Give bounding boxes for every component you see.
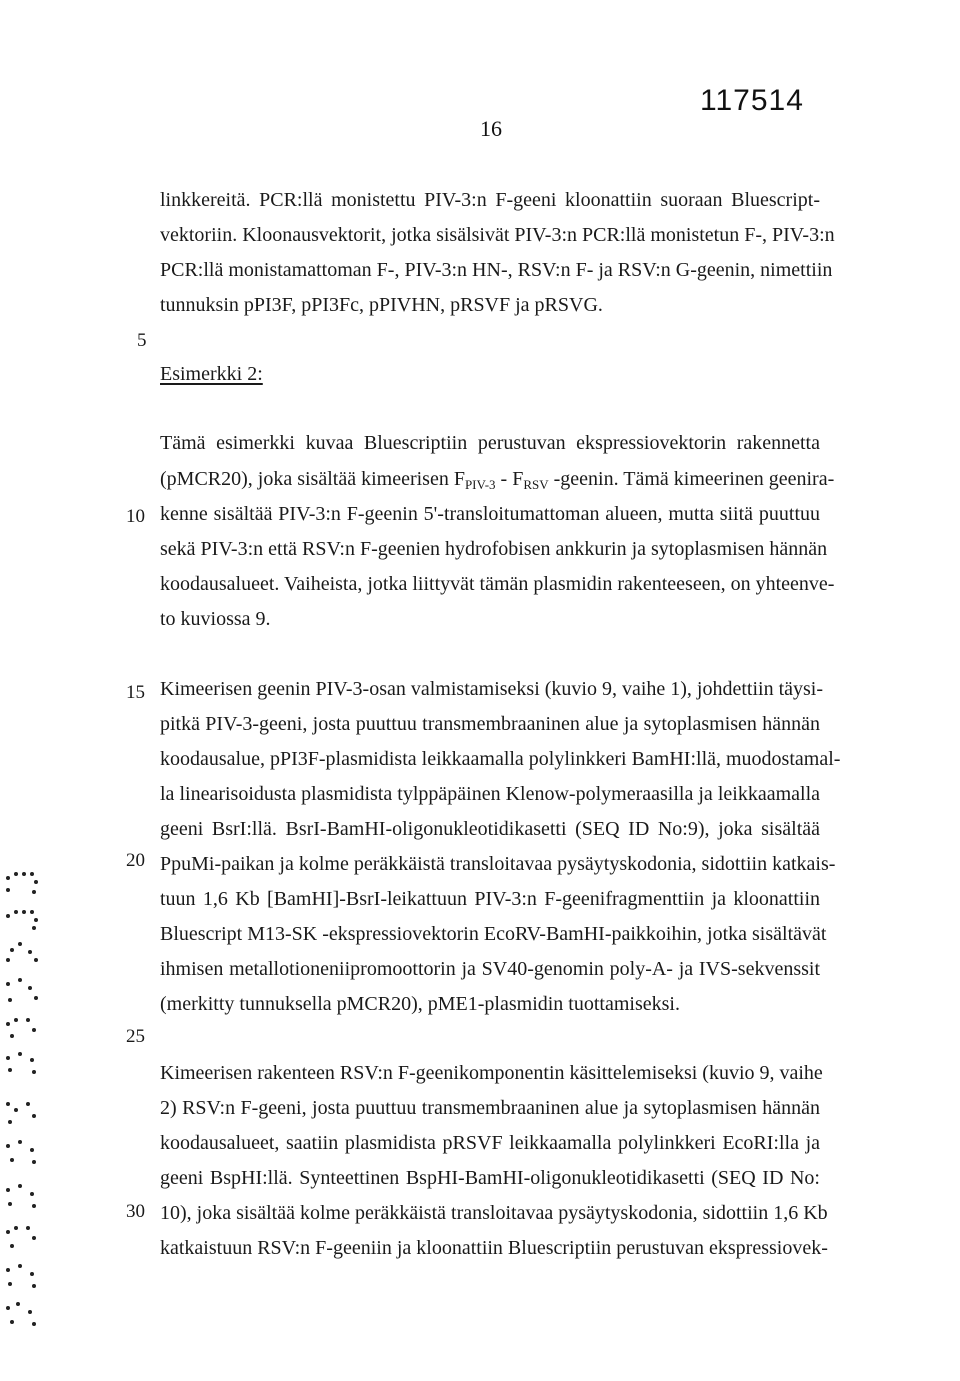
example-heading: Esimerkki 2: xyxy=(160,363,263,385)
line-number-15: 15 xyxy=(126,682,145,703)
paragraph-3-line: (merkitty tunnuksella pMCR20), pME1-plasmidin tuottamiseksi. xyxy=(160,993,680,1015)
paragraph-2-line-with-subscripts xyxy=(160,466,835,492)
line-number-25: 25 xyxy=(126,1026,145,1047)
paragraph-4-line: katkaistuun RSV:n F-geeniin ja kloonattiin Bluescriptiin perustuvan ekspressiovek- xyxy=(160,1237,828,1259)
paragraph-2-line: kenne sisältää PIV-3:n F-geenin 5'-transloitumattoman alueen, mutta siitä puuttuu xyxy=(160,503,820,525)
paragraph-3-line: koodausalue, pPI3F-plasmidista leikkaamalla polylinkkeri BamHI:llä, muodostamal- xyxy=(160,748,841,770)
paragraph-1-line: tunnuksin pPI3F, pPI3Fc, pPIVHN, pRSVF ja pRSVG. xyxy=(160,294,603,316)
text-segment: - F xyxy=(495,468,524,490)
paragraph-3-line: pitkä PIV-3-geeni, josta puuttuu transmembraaninen alue ja sytoplasmisen hännän xyxy=(160,713,820,735)
page-number: 16 xyxy=(480,116,502,141)
paragraph-4-line: koodausalueet, saatiin plasmidista pRSVF leikkaamalla polylinkkeri EcoRI:lla ja xyxy=(160,1132,820,1154)
paragraph-3-line: geeni BsrI:llä. BsrI-BamHI-oligonukleotidikasetti (SEQ ID No:9), joka sisältää xyxy=(160,818,820,840)
paragraph-4-line: geeni BspHI:llä. Synteettinen BspHI-BamHI-oligonukleotidikasetti (SEQ ID No: xyxy=(160,1167,820,1189)
paragraph-3-line: ihmisen metallotioneniipromoottorin ja SV40-genomin poly-A- ja IVS-sekvenssit xyxy=(160,958,820,980)
paragraph-2-line: sekä PIV-3:n että RSV:n F-geenien hydrofobisen ankkurin ja sytoplasmisen hännän xyxy=(160,538,828,560)
patent-number: 117514 xyxy=(700,84,804,117)
paragraph-3-line: Kimeerisen geenin PIV-3-osan valmistamiseksi (kuvio 9, vaihe 1), johdettiin täysi- xyxy=(160,678,824,700)
paragraph-2-line: to kuviossa 9. xyxy=(160,608,271,630)
paragraph-3-line: tuun 1,6 Kb [BamHI]-BsrI-leikattuun PIV-3:n F-geenifragmenttiin ja kloonattiin xyxy=(160,888,820,910)
paragraph-4-line: 2) RSV:n F-geeni, josta puuttuu transmembraaninen alue ja sytoplasmisen hännän xyxy=(160,1097,820,1119)
paragraph-2-line: Tämä esimerkki kuvaa Bluescriptiin perustuvan ekspressiovektorin rakennetta xyxy=(160,432,820,454)
text-segment: -geenin. Tämä kimeerinen geenira- xyxy=(548,468,835,490)
paragraph-1-line: linkkereitä. PCR:llä monistettu PIV-3:n F-geeni kloonattiin suoraan Bluescript- xyxy=(160,189,820,211)
line-number-10: 10 xyxy=(126,506,145,527)
paragraph-3-line: Bluescript M13-SK -ekspressiovektorin EcoRV-BamHI-paikkoihin, jotka sisältävät xyxy=(160,923,827,945)
paragraph-3-line: PpuMi-paikan ja kolme peräkkäistä transloitavaa pysäytyskodonia, sidottiin katkais- xyxy=(160,853,836,875)
paragraph-4-line: Kimeerisen rakenteen RSV:n F-geenikomponentin käsittelemiseksi (kuvio 9, vaihe xyxy=(160,1062,823,1084)
subscript: PIV-3 xyxy=(464,477,496,492)
paragraph-1-line: vektoriin. Kloonausvektorit, jotka sisälsivät PIV-3:n PCR:llä monistetun F-, PIV-3:n xyxy=(160,224,835,246)
line-number-5: 5 xyxy=(137,330,147,351)
paragraph-1-line: PCR:llä monistamattoman F-, PIV-3:n HN-, RSV:n F- ja RSV:n G-geenin, nimettiin xyxy=(160,259,833,281)
paragraph-3-line: la linearisoidusta plasmidista tylppäpäinen Klenow-polymeraasilla ja leikkaamalla xyxy=(160,783,820,805)
paragraph-4-line: 10), joka sisältää kolme peräkkäistä transloitavaa pysäytyskodonia, sidottiin 1,6 Kb xyxy=(160,1202,828,1224)
binder-dot-marks xyxy=(0,860,60,1340)
line-number-30: 30 xyxy=(126,1201,145,1222)
text-segment: (pMCR20), joka sisältää kimeerisen F xyxy=(160,468,465,490)
subscript: RSV xyxy=(523,477,549,492)
line-number-20: 20 xyxy=(126,850,145,871)
paragraph-2-line: koodausalueet. Vaiheista, jotka liittyvät tämän plasmidin rakenteeseen, on yhteenve- xyxy=(160,573,835,595)
